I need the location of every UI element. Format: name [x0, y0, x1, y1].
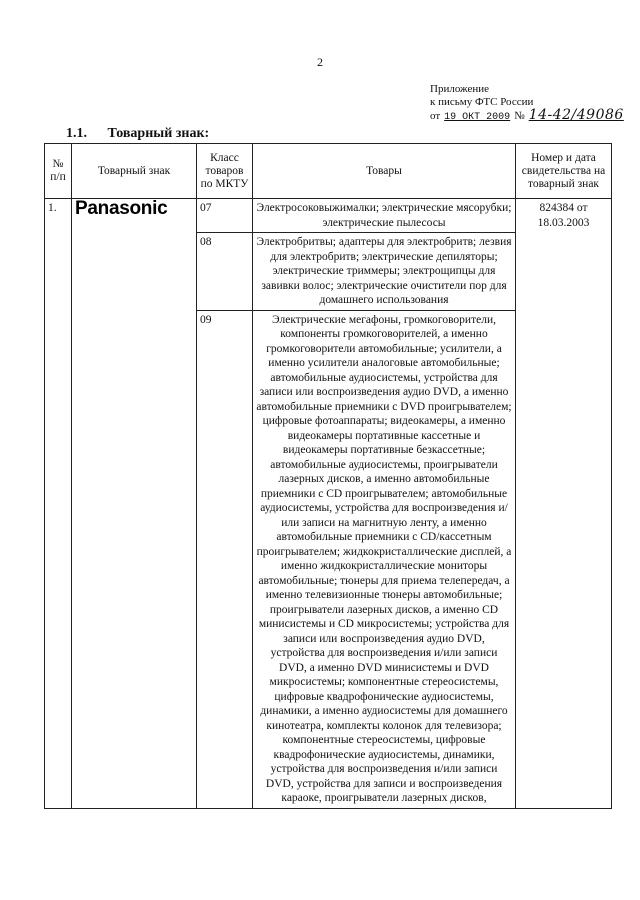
date-stamp: 19 ОКТ 2009: [444, 112, 511, 123]
page-number: 2: [317, 55, 323, 69]
annex-registration: [430, 109, 624, 124]
header-class: Класс товаров по МКТУ: [197, 144, 253, 199]
section-number: 1.1.: [66, 126, 87, 141]
header-mark: Товарный знак: [72, 144, 197, 199]
certificate-cell: 824384 от 18.03.2003: [516, 199, 612, 809]
class-cell: 07: [197, 199, 253, 233]
goods-cell: Электробритвы; адаптеры для электробритв; лезвия для электробритв; электрические депиляторы; электрические триммеры; электрощипцы для завивки волос; электрические очистители пор для домашнего использования: [253, 233, 516, 311]
row-number: 1.: [45, 199, 72, 809]
goods-cell: Электросоковыжималки; электрические мясорубки; электрические пылесосы: [253, 199, 516, 233]
panasonic-logo: Panasonic: [75, 198, 168, 219]
date-prefix: от: [430, 110, 441, 122]
annex-block: [430, 83, 624, 124]
header-goods: Товары: [253, 144, 516, 199]
annex-title: Приложение: [430, 83, 490, 95]
class-cell: 09: [197, 310, 253, 808]
header-num: № п/п: [45, 144, 72, 199]
handwritten-number: 14-42/49086: [528, 107, 624, 123]
annex-letter-ref: к письму ФТС России: [430, 96, 534, 108]
trademark-table: [44, 143, 612, 809]
class-cell: 08: [197, 233, 253, 311]
number-prefix: №: [514, 110, 525, 122]
section-heading: [66, 126, 209, 142]
header-cert: Номер и дата свидетельства на товарный знак: [516, 144, 612, 199]
table-header-row: [45, 144, 612, 199]
goods-cell: Электрические мегафоны, громкоговорители, компоненты громкоговорителей, а именно громкоговорители автомобильные; усилители, а именно усилители аналоговые автомобильные; автомобильные аудиосистемы, устройства для записи или воспроизведения аудио DVD, а именно автомобильные приемники с DVD проигрывателем; цифровые фотоаппараты; видеокамеры, а именно видеокамеры портативные кассетные и видеокамеры портативные безкассетные; автомобильные аудиосистемы, проигрыватели лазерных дисков, а именно автомобильные приемники с CD проигрывателем; автомобильные аудиосистемы, устройства для воспроизведения и/или записи на магнитную ленту, а именно автомобильные приемники с CD/кассетным проигрывателем; жидкокристаллические дисплей, а именно жидкокристаллические мониторы автомобильные; тюнеры для приема телепередач, а именно телевизионные тюнеры автомобильные; проигрыватели лазерных дисков, а именно CD минисистемы и CD микросистемы; устройства для записи или воспроизведения аудио DVD, устройства для воспроизведения и/или записи DVD, а именно DVD минисистемы и DVD микросистемы; компонентные стереосистемы, цифровые квадрофонические аудиосистемы, динамики, а именно аудиосистемы для домашнего кинотеатра, комплекты колонок для телевизора; компонентные стереосистемы, цифровые квадрофонические аудиосистемы, динамики, устройства для воспроизведения и/или записи DVD, устройства для записи и воспроизведения караоке, проигрыватели лазерных дисков,: [253, 310, 516, 808]
trademark-cell: [72, 199, 197, 809]
table-row: [45, 199, 612, 233]
section-title: Товарный знак:: [107, 126, 210, 141]
